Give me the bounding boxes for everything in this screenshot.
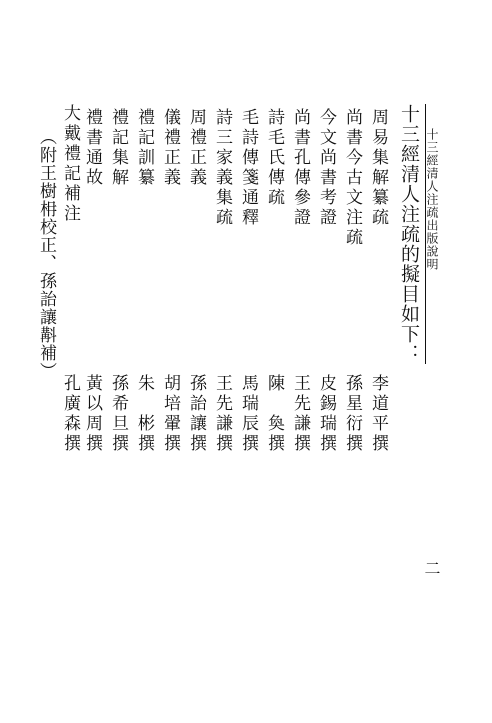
intro-line: 十三經清人注疏的擬目如下： (396, 104, 426, 364)
entry-author: 孫星衍撰 (342, 374, 362, 454)
entry-author: 李道平撰 (368, 374, 388, 454)
entry-author: 朱 彬撰 (134, 374, 154, 454)
entry-author: 孫希旦撰 (108, 374, 128, 454)
supplement-note: （附王樹枏校正、孫詒讓斠補） (36, 128, 56, 380)
running-header: 十三經清人注疏出版說明 (425, 128, 439, 271)
entry-title: 禮記訓纂 (134, 108, 154, 188)
entry-title: 大戴禮記補注 (60, 104, 80, 224)
entry-author: 陳 奐撰 (264, 374, 284, 454)
entry-title: 詩三家義集疏 (212, 108, 232, 228)
entry-author: 胡培翬撰 (160, 374, 180, 454)
entry-author: 王先謙撰 (290, 374, 310, 454)
entry-title: 毛詩傳箋通釋 (238, 108, 258, 228)
entry-title: 周禮正義 (186, 108, 206, 188)
entry-title: 詩毛氏傳疏 (264, 108, 284, 208)
entry-author: 孫詒讓撰 (186, 374, 206, 454)
entry-title: 禮書通故 (82, 108, 102, 188)
entry-title: 禮記集解 (108, 108, 128, 188)
entry-author: 孔廣森撰 (60, 374, 80, 454)
entry-title: 尚書孔傳參證 (290, 108, 310, 228)
entry-author: 馬瑞辰撰 (238, 374, 258, 454)
entry-title: 今文尚書考證 (316, 108, 336, 228)
page-number: 二 (422, 560, 441, 576)
entry-title: 周易集解纂疏 (368, 108, 388, 228)
entry-title: 儀禮正義 (160, 108, 180, 188)
entry-author: 王先謙撰 (212, 374, 232, 454)
entry-author: 皮錫瑞撰 (316, 374, 336, 454)
entry-author: 黃以周撰 (82, 374, 102, 454)
entry-title: 尚書今古文注疏 (342, 108, 362, 248)
